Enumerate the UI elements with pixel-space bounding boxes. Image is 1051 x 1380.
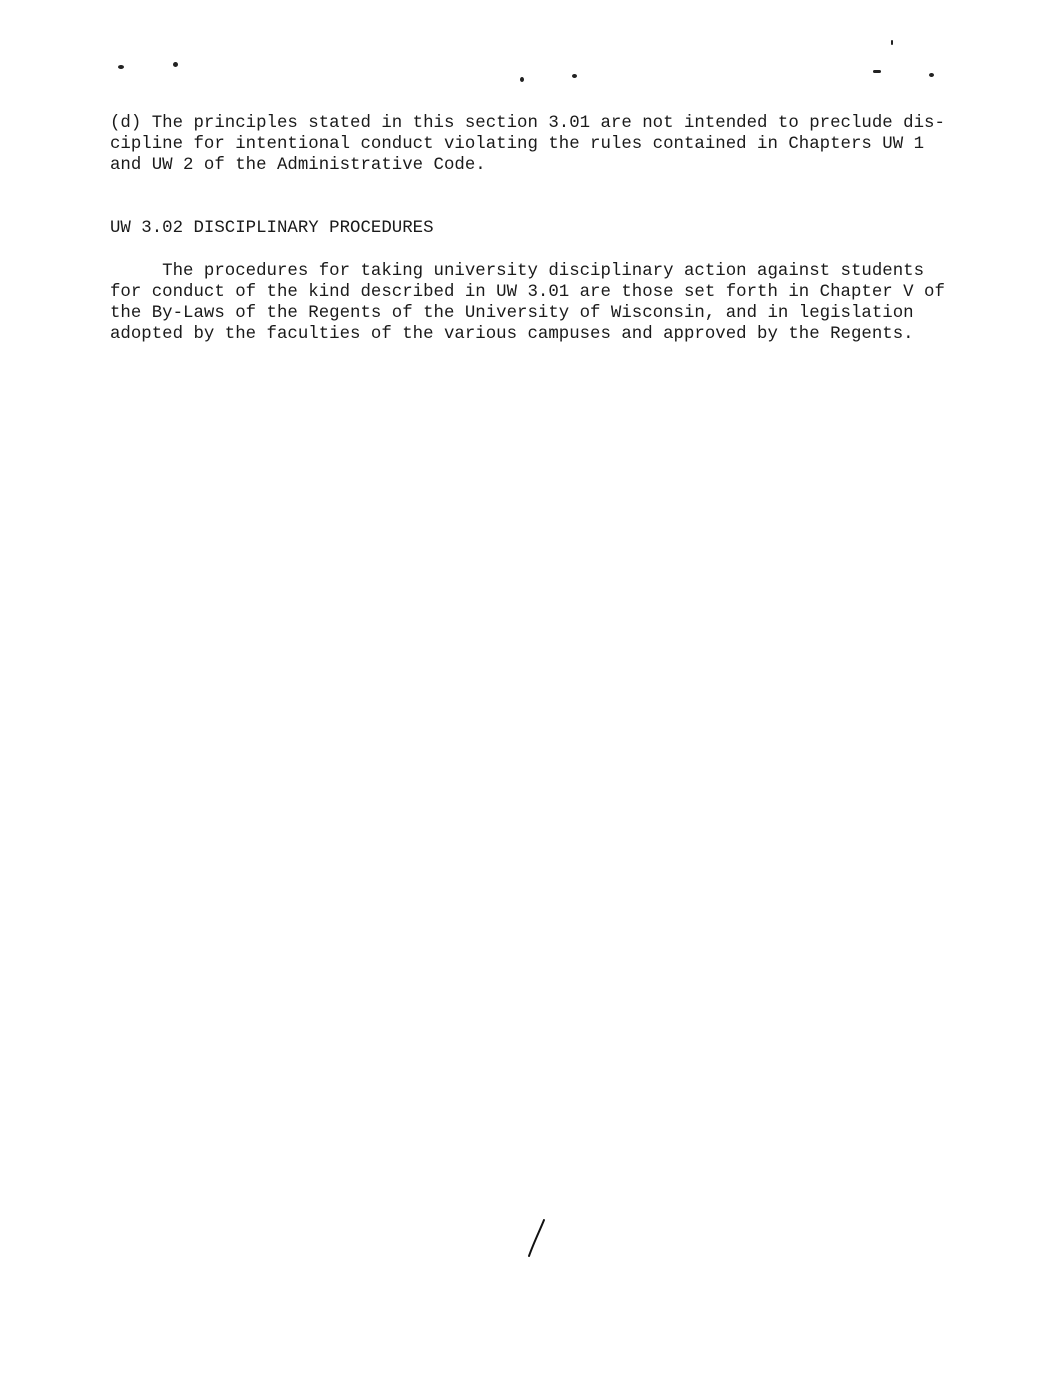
scan-speck bbox=[572, 74, 577, 78]
section-body-line-3: the By-Laws of the Regents of the University of Wisconsin, and in legislation bbox=[110, 304, 914, 323]
paragraph-d-line-1: (d) The principles stated in this section 3.01 are not intended to preclude dis- bbox=[110, 114, 945, 133]
scan-speck bbox=[873, 70, 881, 73]
section-body-line-2: for conduct of the kind described in UW 3.01 are those set forth in Chapter V of bbox=[110, 283, 945, 302]
section-heading: UW 3.02 DISCIPLINARY PROCEDURES bbox=[110, 219, 434, 238]
scan-speck bbox=[118, 65, 124, 69]
section-body-line-1: The procedures for taking university disciplinary action against students bbox=[110, 262, 925, 281]
paragraph-d-line-3: and UW 2 of the Administrative Code. bbox=[110, 156, 486, 175]
handwritten-slash-mark bbox=[522, 1218, 552, 1258]
section-body-line-4: adopted by the faculties of the various campuses and approved by the Regents. bbox=[110, 325, 914, 344]
scan-speck bbox=[173, 62, 178, 67]
scan-speck bbox=[520, 77, 524, 82]
scan-speck bbox=[891, 40, 893, 45]
paragraph-d-line-2: cipline for intentional conduct violating the rules contained in Chapters UW 1 bbox=[110, 135, 925, 154]
scan-speck bbox=[929, 73, 934, 77]
